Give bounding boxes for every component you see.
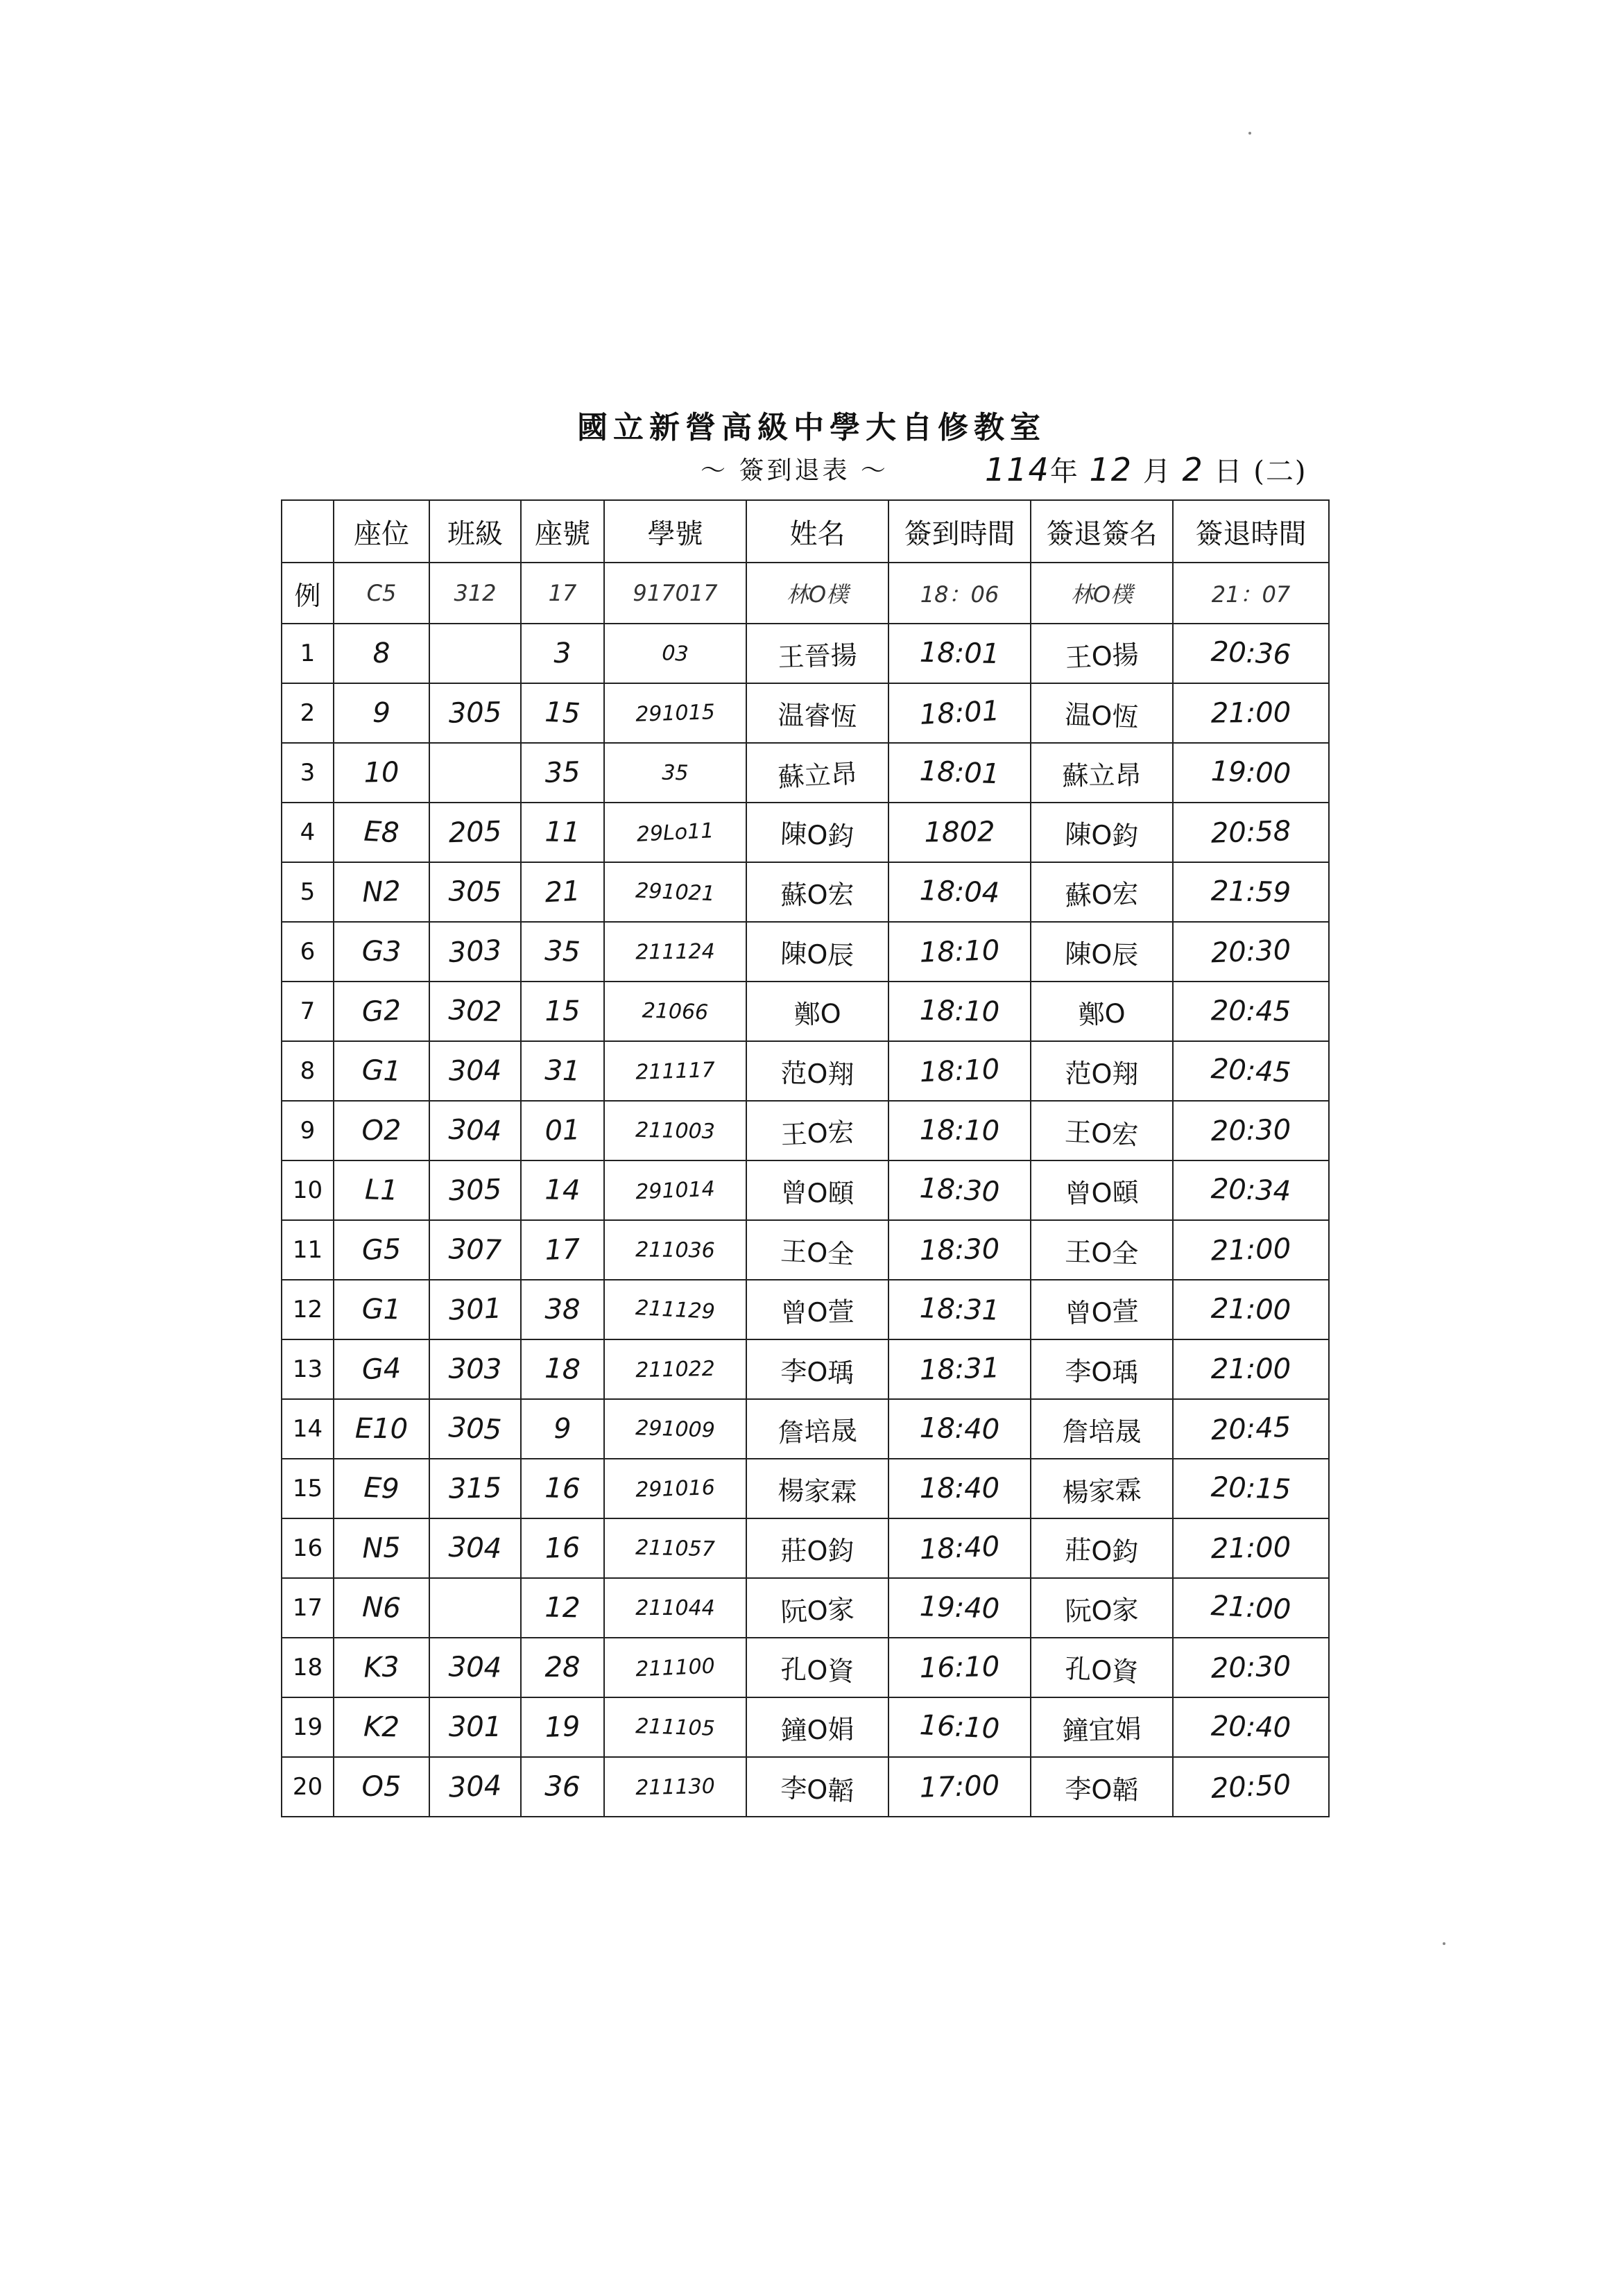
- student-id-cell: 211036: [604, 1219, 747, 1280]
- column-header-class: 班級: [429, 500, 521, 563]
- student-id-cell: 211129: [603, 1276, 748, 1344]
- sign-out-time-cell: 21:59: [1172, 861, 1330, 924]
- example-row: [282, 563, 1329, 624]
- table-row: [282, 1518, 1329, 1578]
- sign-out-time-cell: 20:45: [1171, 1037, 1330, 1105]
- example-sign-in-time: 18：06: [888, 563, 1031, 624]
- sign-out-signature-cell: 李O韜: [1030, 1756, 1174, 1818]
- student-id-cell: 211100: [603, 1635, 747, 1701]
- sign-out-signature-cell: 陳O鈞: [1030, 800, 1174, 864]
- example-name: 林O樸: [746, 563, 888, 624]
- name-cell: 莊O鈞: [746, 1518, 888, 1578]
- sign-out-signature-cell: 蘇立昂: [1031, 742, 1174, 803]
- sign-out-time-cell: 20:45: [1173, 981, 1330, 1042]
- seat-number-cell: 01: [520, 1099, 606, 1162]
- class-cell: 304: [429, 1517, 522, 1579]
- sign-in-time-cell: 18:40: [888, 1398, 1031, 1460]
- student-id-cell: 21066: [603, 979, 748, 1043]
- table-row: [282, 1578, 1329, 1638]
- student-id-cell: 211057: [603, 1517, 747, 1579]
- date-year: 114: [985, 451, 1050, 488]
- name-cell: 蘇立昂: [745, 739, 890, 807]
- seat-number-cell: 35: [520, 742, 606, 804]
- column-header-sign-out-time: 簽退時間: [1173, 500, 1329, 563]
- name-cell: 王O宏: [745, 1098, 889, 1164]
- table-row: [282, 1220, 1329, 1280]
- table-row: [282, 1459, 1329, 1518]
- name-cell: 蘇O宏: [746, 862, 889, 923]
- class-cell: [429, 622, 522, 685]
- sign-out-time-cell: 20:36: [1171, 620, 1330, 686]
- sign-out-signature-cell: 王O揚: [1029, 620, 1174, 687]
- seat-cell: E9: [332, 1456, 431, 1520]
- example-sign-out-signature: 林O樸: [1031, 563, 1173, 624]
- sign-out-time-cell: 20:34: [1172, 1158, 1330, 1222]
- seat-number-cell: 17: [519, 1219, 605, 1282]
- seat-number-cell: 19: [519, 1696, 605, 1759]
- row-number: 19: [282, 1697, 334, 1757]
- table-row: [282, 1638, 1329, 1697]
- student-id-cell: 211124: [604, 921, 747, 982]
- scan-speck: [1443, 1942, 1445, 1945]
- sign-in-time-cell: 18:31: [888, 1278, 1032, 1342]
- date-month-char: 月: [1142, 456, 1172, 488]
- table-row: [282, 1697, 1329, 1757]
- class-cell: 303: [429, 1339, 522, 1399]
- sign-out-signature-cell: 蘇O宏: [1030, 860, 1174, 924]
- table-row: [282, 683, 1329, 743]
- table-row: [282, 1160, 1329, 1220]
- seat-cell: N5: [333, 1518, 430, 1579]
- seat-cell: G4: [332, 1337, 430, 1401]
- row-number: 6: [282, 922, 334, 982]
- sign-out-time-cell: 21:00: [1173, 683, 1330, 744]
- seat-cell: G1: [333, 1279, 430, 1341]
- column-header-sign-in-time: 簽到時間: [888, 500, 1031, 563]
- seat-number-cell: 15: [521, 981, 605, 1041]
- date-year-char: 年: [1049, 456, 1079, 488]
- sign-out-signature-cell: 陳O辰: [1030, 920, 1174, 983]
- sign-in-time-cell: 18:40: [887, 1516, 1031, 1582]
- student-id-cell: 211130: [603, 1756, 747, 1818]
- sign-in-time-cell: 18:04: [888, 860, 1032, 924]
- table-header-row: [282, 500, 1329, 563]
- seat-cell: L1: [333, 1159, 431, 1222]
- date-weekday: (二): [1253, 456, 1307, 488]
- example-class: 312: [429, 563, 521, 624]
- name-cell: 鄭O: [746, 979, 890, 1043]
- sheet-subtitle: ～ 簽到退表 ～: [701, 456, 888, 485]
- sign-out-signature-cell: 楊家霖: [1029, 1456, 1174, 1522]
- table-row: [282, 1101, 1329, 1160]
- name-cell: 曾O萱: [746, 1278, 889, 1341]
- seat-cell: 10: [333, 742, 430, 804]
- sign-in-time-cell: 18:40: [888, 1459, 1031, 1518]
- row-number: 10: [282, 1160, 334, 1220]
- sign-in-time-cell: 18:10: [888, 920, 1032, 984]
- name-cell: 孔O資: [746, 1636, 890, 1699]
- table-row: [282, 982, 1329, 1041]
- sign-in-time-cell: 18:10: [887, 1038, 1031, 1104]
- sign-out-signature-cell: 詹培晟: [1031, 1399, 1173, 1459]
- student-id-cell: 211044: [604, 1578, 746, 1638]
- row-number: 15: [282, 1459, 334, 1518]
- sign-out-signature-cell: 阮O家: [1030, 1577, 1174, 1639]
- class-cell: 315: [429, 1458, 522, 1520]
- sign-in-time-cell: 16:10: [887, 1694, 1032, 1761]
- sign-out-time-cell: 21:00: [1171, 1574, 1330, 1642]
- class-cell: 305: [429, 683, 522, 744]
- sign-out-time-cell: 19:00: [1172, 740, 1330, 805]
- seat-cell: 9: [333, 682, 431, 744]
- table-row: [282, 743, 1329, 803]
- class-cell: 304: [429, 1040, 522, 1101]
- seat-number-cell: 21: [519, 860, 606, 924]
- sign-in-time-cell: 18:10: [888, 980, 1031, 1043]
- row-number: 2: [282, 683, 334, 743]
- sign-in-time-cell: 18:01: [888, 622, 1031, 685]
- row-number: 20: [282, 1757, 334, 1817]
- sign-in-time-cell: 1802: [888, 802, 1031, 863]
- sign-out-signature-cell: 温O恆: [1029, 680, 1174, 746]
- seat-cell: N2: [333, 861, 431, 923]
- student-id-cell: 211117: [603, 1039, 748, 1103]
- row-number: 13: [282, 1339, 334, 1399]
- row-number: 11: [282, 1220, 334, 1280]
- sign-out-time-cell: 20:15: [1172, 1456, 1330, 1520]
- student-id-cell: 291014: [603, 1158, 747, 1224]
- table-row: [282, 1399, 1329, 1459]
- class-cell: 302: [428, 979, 522, 1043]
- row-number: 3: [282, 743, 334, 803]
- name-cell: 王O全: [745, 1217, 890, 1284]
- sign-out-signature-cell: 孔O資: [1029, 1634, 1174, 1702]
- name-cell: 陳O辰: [746, 920, 890, 984]
- student-id-cell: 35: [603, 742, 747, 804]
- sign-out-signature-cell: 鐘宜娟: [1030, 1695, 1174, 1759]
- seat-cell: K3: [333, 1636, 431, 1699]
- example-seat: C5: [334, 563, 429, 624]
- table-row: [282, 1041, 1329, 1101]
- sign-in-time-cell: 18:30: [887, 1157, 1032, 1224]
- sign-out-time-cell: 21:00: [1172, 1278, 1330, 1342]
- class-cell: 307: [429, 1219, 522, 1281]
- sign-in-time-cell: 18:31: [888, 1337, 1032, 1401]
- sign-out-time-cell: 20:40: [1172, 1696, 1330, 1759]
- seat-number-cell: 14: [520, 1160, 605, 1221]
- row-number: 9: [282, 1101, 334, 1160]
- seat-number-cell: 11: [520, 802, 605, 863]
- seat-number-cell: 16: [520, 1457, 606, 1520]
- sign-out-signature-cell: 曾O萱: [1030, 1278, 1174, 1342]
- sign-in-time-cell: 18:10: [888, 1100, 1031, 1161]
- seat-number-cell: 28: [521, 1638, 604, 1697]
- column-header-seat: 座位: [334, 500, 429, 563]
- sign-out-time-cell: 20:45: [1171, 1396, 1330, 1462]
- class-cell: 304: [429, 1637, 522, 1699]
- sheet-title: 國立新營高級中學大自修教室: [577, 410, 1046, 445]
- seat-number-cell: 36: [520, 1756, 606, 1818]
- row-number: 12: [282, 1280, 334, 1339]
- sign-out-time-cell: 20:50: [1171, 1753, 1330, 1821]
- column-header-seat-number: 座號: [521, 500, 604, 563]
- name-cell: 温睿恆: [746, 682, 889, 744]
- sign-out-signature-cell: 王O宏: [1029, 1097, 1174, 1165]
- sign-out-time-cell: 20:30: [1172, 1099, 1330, 1163]
- sign-out-time-cell: 20:30: [1171, 918, 1330, 984]
- sign-in-time-cell: 16:10: [888, 1636, 1031, 1699]
- seat-number-cell: 35: [519, 920, 605, 984]
- sign-in-time-cell: 19:40: [888, 1576, 1032, 1640]
- seat-number-cell: 31: [520, 1040, 606, 1102]
- seat-cell: G1: [332, 1039, 430, 1103]
- seat-cell: E8: [332, 800, 431, 864]
- row-number: 14: [282, 1399, 334, 1459]
- sign-out-signature-cell: 鄭O: [1029, 979, 1174, 1045]
- example-label: 例: [282, 563, 334, 624]
- sign-in-time-cell: 18:01: [887, 740, 1031, 806]
- date-day: 2: [1182, 451, 1204, 488]
- class-cell: 304: [429, 1099, 522, 1162]
- seat-cell: N6: [333, 1577, 431, 1639]
- row-number: 18: [282, 1638, 334, 1697]
- class-cell: [429, 1577, 522, 1639]
- class-cell: 205: [429, 801, 522, 864]
- sign-out-time-cell: 20:30: [1172, 1635, 1330, 1699]
- name-cell: 楊家霖: [746, 1457, 889, 1520]
- table-row: [282, 1280, 1329, 1339]
- row-number: 1: [282, 624, 334, 683]
- student-id-cell: 291009: [603, 1397, 748, 1461]
- name-cell: 李O瑀: [746, 1337, 890, 1401]
- table-row: [282, 862, 1329, 922]
- example-seat-number: 17: [521, 563, 604, 624]
- sign-out-signature-cell: 王O全: [1030, 1218, 1174, 1282]
- seat-cell: O5: [334, 1757, 429, 1817]
- class-cell: 305: [429, 1159, 522, 1222]
- class-cell: 305: [429, 862, 522, 923]
- student-id-cell: 03: [603, 620, 748, 687]
- table-row: [282, 1757, 1329, 1817]
- seat-cell: G3: [333, 921, 430, 983]
- row-number: 17: [282, 1578, 334, 1638]
- date-line: [985, 449, 1307, 489]
- sign-in-time-cell: 17:00: [888, 1755, 1032, 1819]
- sign-out-time-cell: 20:58: [1172, 800, 1330, 864]
- student-id-cell: 29Lo11: [603, 799, 748, 866]
- name-cell: 王晉揚: [746, 622, 890, 685]
- sign-out-signature-cell: 范O翔: [1031, 1040, 1174, 1102]
- column-header-name: 姓名: [746, 500, 888, 563]
- sign-out-signature-cell: 莊O鈞: [1030, 1516, 1174, 1580]
- row-number: 7: [282, 982, 334, 1041]
- scan-speck: [1248, 132, 1251, 135]
- class-cell: 301: [428, 1278, 522, 1341]
- sign-in-table: [281, 499, 1330, 1817]
- name-cell: 阮O家: [745, 1575, 889, 1641]
- seat-cell: G5: [333, 1219, 431, 1281]
- seat-cell: K2: [333, 1697, 430, 1758]
- column-header-index: [282, 500, 334, 563]
- sign-out-time-cell: 21:00: [1173, 1339, 1329, 1399]
- sign-out-signature-cell: 曾O頤: [1030, 1159, 1174, 1222]
- table-row: [282, 922, 1329, 982]
- seat-number-cell: 12: [520, 1577, 605, 1638]
- seat-number-cell: 15: [519, 681, 606, 745]
- seat-cell: O2: [334, 1100, 430, 1160]
- sign-out-time-cell: 21:00: [1172, 1217, 1330, 1282]
- sign-out-time-cell: 21:00: [1172, 1517, 1330, 1580]
- seat-number-cell: 38: [521, 1279, 605, 1339]
- student-id-cell: 291016: [603, 1457, 748, 1520]
- name-cell: 鐘O娟: [746, 1696, 889, 1758]
- seat-number-cell: 3: [520, 623, 605, 684]
- class-cell: 301: [429, 1697, 521, 1757]
- column-header-sign-out-signature: 簽退簽名: [1031, 500, 1173, 563]
- row-number: 5: [282, 862, 334, 922]
- student-id-cell: 211105: [603, 1695, 748, 1759]
- table-row: [282, 803, 1329, 862]
- row-number: 4: [282, 803, 334, 862]
- student-id-cell: 291021: [603, 859, 747, 925]
- class-cell: [428, 741, 522, 805]
- sign-out-signature-cell: 李O瑀: [1030, 1338, 1174, 1400]
- seat-cell: 8: [332, 622, 430, 685]
- table-row: [282, 1339, 1329, 1399]
- name-cell: 李O韜: [745, 1754, 890, 1821]
- student-id-cell: 211003: [603, 1099, 747, 1162]
- name-cell: 范O翔: [746, 1040, 889, 1102]
- name-cell: 陳O鈞: [745, 800, 889, 866]
- name-cell: 詹培晟: [746, 1397, 890, 1461]
- sign-in-time-cell: 18:30: [888, 1219, 1031, 1281]
- date-month: 12: [1089, 451, 1133, 488]
- date-day-char: 日: [1214, 456, 1244, 488]
- example-student-id: 917017: [604, 563, 746, 624]
- seat-cell: E10: [334, 1398, 430, 1459]
- row-number: 8: [282, 1041, 334, 1101]
- row-number: 16: [282, 1518, 334, 1578]
- seat-cell: G2: [332, 979, 431, 1043]
- class-cell: 303: [428, 920, 522, 984]
- student-id-cell: 211022: [603, 1338, 747, 1400]
- table-row: [282, 624, 1329, 683]
- name-cell: 曾O頤: [746, 1160, 889, 1221]
- seat-number-cell: 18: [519, 1337, 606, 1401]
- column-header-student-id: 學號: [604, 500, 746, 563]
- sign-in-time-cell: 18:01: [887, 680, 1032, 747]
- seat-number-cell: 9: [520, 1398, 605, 1459]
- seat-number-cell: 16: [520, 1517, 606, 1579]
- class-cell: 304: [428, 1755, 522, 1818]
- example-sign-out-time: 21：07: [1173, 563, 1329, 624]
- class-cell: 305: [428, 1397, 522, 1462]
- student-id-cell: 291015: [603, 681, 748, 745]
